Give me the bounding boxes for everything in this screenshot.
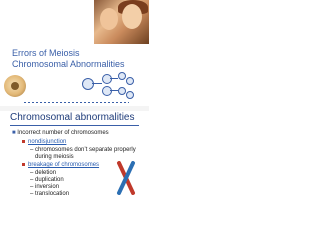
bullet-duplication: – duplication xyxy=(30,177,64,183)
dash-marker-icon: – xyxy=(30,177,36,183)
chromosome-icon xyxy=(115,161,137,195)
bullet-during-meiosis: during meiosis xyxy=(35,154,74,160)
meiosis-cell-daughter-top xyxy=(102,74,112,84)
meiosis-cell-parent xyxy=(82,78,94,90)
cell-illustration xyxy=(4,75,26,97)
content-slide-title: Chromosomal abnormalities xyxy=(10,112,135,123)
title-underline xyxy=(10,125,139,126)
slide-title-line1: Errors of Meiosis xyxy=(12,48,80,58)
children-photo xyxy=(94,0,149,44)
meiosis-cell-daughter-bottom xyxy=(102,86,112,96)
bullet-marker-icon xyxy=(22,163,25,166)
meiosis-connector xyxy=(110,78,118,79)
dash-marker-icon: – xyxy=(30,184,36,190)
dash-marker-icon: – xyxy=(30,147,36,153)
meiosis-cell-gamete xyxy=(126,77,134,85)
cell-nucleus xyxy=(11,82,19,90)
bullet-inversion: – inversion xyxy=(30,184,60,190)
bullet-incorrect-number: ■ Incorrect number of chromosomes xyxy=(12,130,109,136)
bullet-marker-icon xyxy=(22,140,25,143)
meiosis-cell-gamete xyxy=(118,72,126,80)
bullet-translocation: – translocation xyxy=(30,191,70,197)
slide-title-line2: Chromosomal Abnormalities xyxy=(12,59,125,69)
dash-marker-icon: – xyxy=(30,170,36,176)
dash-marker-icon: – xyxy=(30,191,36,197)
meiosis-connector xyxy=(110,90,118,91)
bullet-breakage: breakage of chromosomes xyxy=(22,162,99,169)
photo-face-right xyxy=(122,4,142,29)
bullet-marker-icon: ■ xyxy=(12,130,18,136)
meiosis-connector xyxy=(92,83,102,84)
title-slide xyxy=(0,0,149,106)
decorative-dotted-line xyxy=(24,102,129,103)
bullet-chromosomes-separate: – chromosomes don’t separate properly xyxy=(30,147,136,153)
content-slide xyxy=(0,111,149,198)
bullet-deletion: – deletion xyxy=(30,170,57,176)
meiosis-cell-gamete xyxy=(118,87,126,95)
photo-face-left xyxy=(100,8,118,30)
meiosis-cell-gamete xyxy=(126,91,134,99)
bullet-nondisjunction: nondisjunction xyxy=(22,139,66,146)
